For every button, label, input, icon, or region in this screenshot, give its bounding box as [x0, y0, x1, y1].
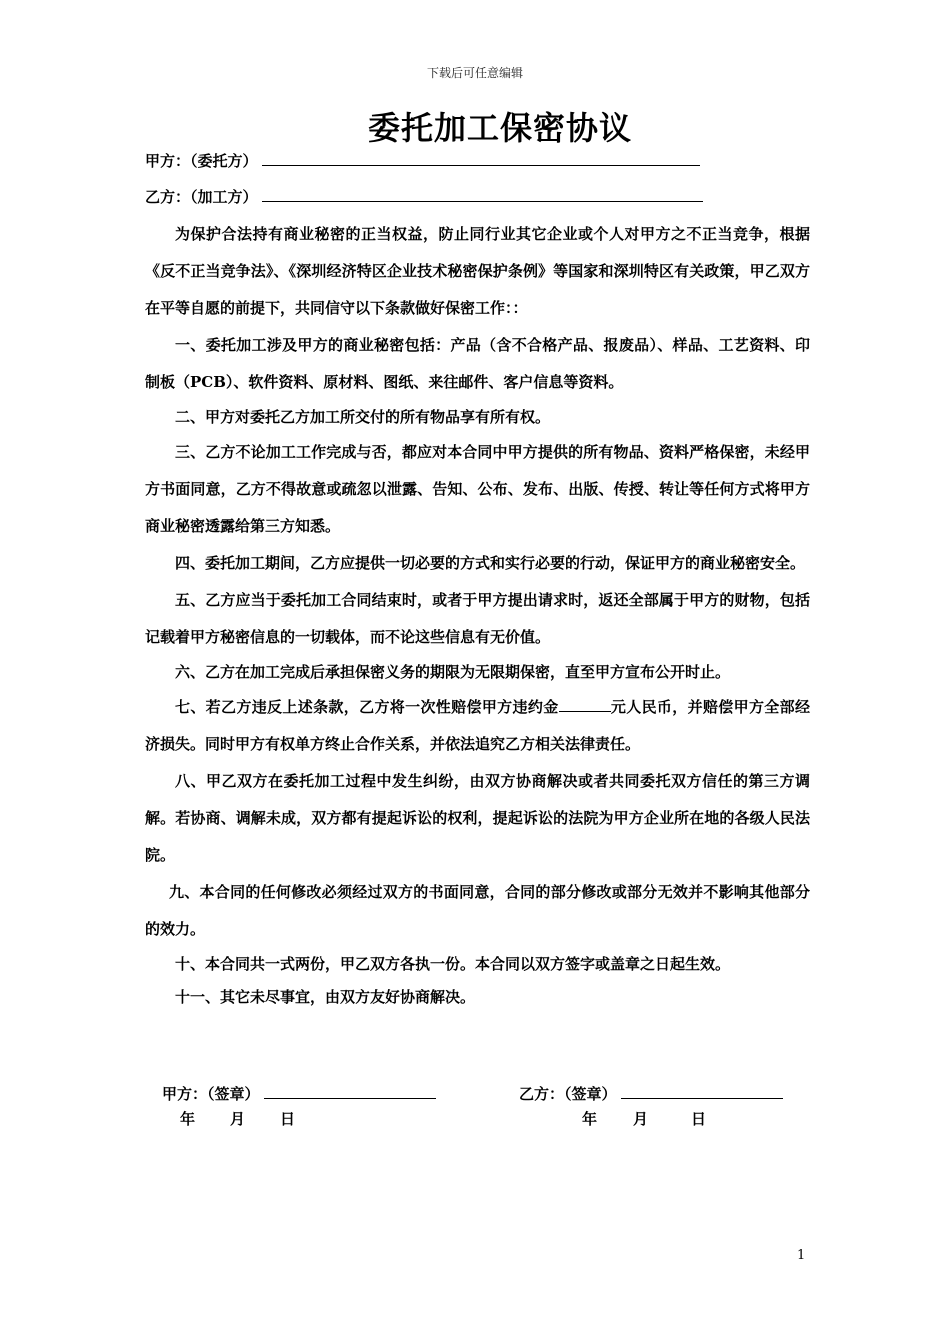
- clause-four: 四、委托加工期间，乙方应提供一切必要的方式和实行必要的行动，保证甲方的商业秘密安全。: [175, 554, 806, 572]
- sign-a-label: 甲方：（签章）: [162, 1085, 260, 1103]
- party-a-label: 甲方：（委托方）: [145, 152, 258, 170]
- party-b-date: [582, 1108, 706, 1129]
- clause-seven-text-1: 七、若乙方违反上述条款，乙方将一次性赔偿甲方违约金: [175, 698, 559, 716]
- party-a-signature-line: [162, 1083, 436, 1104]
- clause-one: 一、委托加工涉及甲方的商业秘密包括：产品（含不合格产品、报废品）、样品、工艺资料、印制板（PCB）、软件资料、原材料、图纸、来往邮件、客户信息等资料。: [145, 336, 810, 391]
- party-a-signature-field[interactable]: [264, 1084, 436, 1099]
- clause-eleven: 十一、其它未尽事宜，由双方友好协商解决。: [175, 988, 476, 1006]
- clause-seven-text-2: 元人民币，并赔偿甲方全部经济损失。同时甲方有权单方终止合作关系，并依法追究乙方相关法律责任。: [145, 698, 810, 753]
- clause-eight: 八、甲乙双方在委托加工过程中发生纠纷，由双方协商解决或者共同委托双方信任的第三方调解。若协商、调解未成，双方都有提起诉讼的权利，提起诉讼的法院为甲方企业所在地的各级人民法院。: [145, 772, 810, 864]
- party-a-name-field[interactable]: [262, 151, 700, 166]
- sign-b-label: 乙方：（签章）: [519, 1085, 617, 1103]
- party-b-signature-line: [519, 1083, 783, 1104]
- preamble-paragraph: 为保护合法持有商业秘密的正当权益，防止同行业其它企业或个人对甲方之不正当竞争，根据《反不正当竞争法》、《深圳经济特区企业技术秘密保护条例》等国家和深圳特区有关政策，甲乙双方在平等自愿的前提下，共同信守以下条款做好保密工作：：: [145, 225, 810, 317]
- clause-nine: 九、本合同的任何修改必须经过双方的书面同意，合同的部分修改或部分无效并不影响其他部分的效力。: [145, 883, 810, 938]
- date-day: 日: [691, 1110, 707, 1128]
- clause-three: 三、乙方不论加工工作完成与否，都应对本合同中甲方提供的所有物品、资料严格保密，未经甲方书面同意，乙方不得故意或疏忽以泄露、告知、公布、发布、出版、传授、转让等任何方式将甲方商业秘密透露给第三方知悉。: [145, 443, 810, 535]
- date-day: 日: [280, 1110, 296, 1128]
- clause-seven: [145, 689, 810, 763]
- party-a-date: [180, 1108, 295, 1129]
- date-year: 年: [180, 1110, 196, 1128]
- clause-ten: 十、本合同共一式两份，甲乙双方各执一份。本合同以双方签字或盖章之日起生效。: [175, 955, 731, 973]
- document-title: 委托加工保密协议: [367, 109, 632, 147]
- clause-six: 六、乙方在加工完成后承担保密义务的期限为无限期保密，直至甲方宣布公开时止。: [175, 663, 731, 681]
- clause-two: 二、甲方对委托乙方加工所交付的所有物品享有所有权。: [175, 408, 551, 426]
- clause-five: 五、乙方应当于委托加工合同结束时，或者于甲方提出请求时，返还全部属于甲方的财物，包括记载着甲方秘密信息的一切载体，而不论这些信息有无价值。: [145, 591, 810, 646]
- party-b-signature-field[interactable]: [621, 1084, 783, 1099]
- header-note: 下载后可任意编辑: [426, 66, 523, 80]
- date-month: 月: [230, 1110, 246, 1128]
- penalty-amount-field[interactable]: [559, 697, 611, 712]
- party-b-name-field[interactable]: [262, 187, 703, 202]
- date-month: 月: [633, 1110, 649, 1128]
- page-number: 1: [797, 1248, 806, 1263]
- party-b-label: 乙方：（加工方）: [145, 188, 258, 206]
- party-b-line: [145, 186, 703, 207]
- date-year: 年: [582, 1110, 598, 1128]
- agreement-body: [145, 216, 810, 1014]
- party-a-line: [145, 150, 700, 171]
